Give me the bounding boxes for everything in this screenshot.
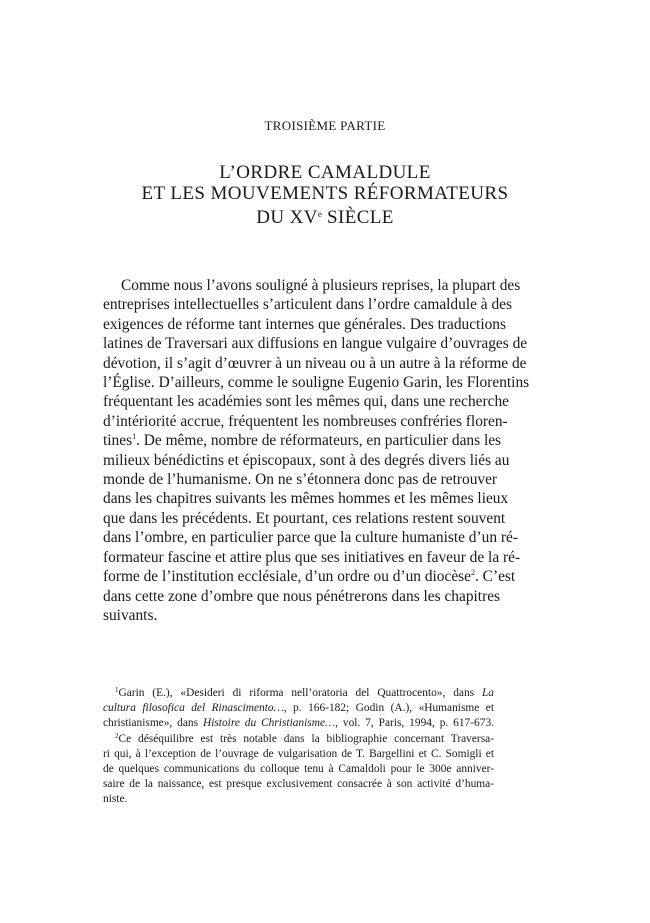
body-line: exigences de réforme tant internes que générales. Des traductions <box>103 315 506 333</box>
chapter-title-line-2: ET LES MOUVEMENTS RÉFORMATEURS <box>141 183 509 204</box>
title-century: DU XV <box>256 207 318 228</box>
body-line: l’Église. D’ailleurs, comme le souligne Eugenio Garin, les Florentins <box>103 374 530 392</box>
footnote-text: , vol. 7, Paris, 1994, p. 617-673. <box>335 717 494 730</box>
body-line: dans cette zone d’ombre que nous pénétrerons dans les chapitres <box>103 587 501 605</box>
footnote-text: Ce déséquilibre est très notable dans la bibliographie concernant Traversa- <box>118 732 494 745</box>
body-line: formateur fascine et attire plus que ses initiatives en faveur de la ré- <box>103 548 521 566</box>
body-line: dans l’ombre, en particulier parce que la culture humaniste d’un ré- <box>103 529 518 547</box>
body-line: que dans les précédents. Et pourtant, ces relations restent souvent <box>103 509 506 527</box>
body-line <box>103 431 502 450</box>
footnote-text: Garin (E.), «Desideri di riforma nell’oratoria del Quattrocento», dans <box>118 687 482 699</box>
title-century-superscript: e <box>317 209 322 219</box>
footnote-title-italic: cultura filosofica del Rinascimento… <box>103 702 284 715</box>
body-line: dans les chapitres suivants les mêmes hommes et les mêmes lieux <box>103 490 509 508</box>
body-line: Comme nous l’avons souligné à plusieurs reprises, la plupart des <box>121 277 521 294</box>
body-text: tines <box>103 432 133 450</box>
footnote-2-line: niste. <box>103 793 128 806</box>
body-paragraph <box>103 276 530 625</box>
footnote-1-number: 1 <box>115 686 119 694</box>
body-line: suivants. <box>103 606 158 624</box>
footnote-text: christianisme», dans <box>103 717 203 730</box>
footnote-2-line <box>103 732 494 747</box>
body-line: dévotion, il s’agit d’œuvrer à un niveau ou à un autre à la réforme de <box>103 354 527 372</box>
footnote-2-line: ri qui, à l’exception de l’ouvrage de vulgarisation de T. Bargellini et C. Somigli et <box>103 747 494 760</box>
footnote-2-number: 2 <box>115 731 119 740</box>
chapter-title <box>0 162 650 228</box>
footnote-2-line: saire de la naissance, est presque exclusivement consacrée à son activité d’huma- <box>103 778 494 791</box>
body-text: . C’est <box>474 568 516 586</box>
body-line: entreprises intellectuelles s’articulent dans l’ordre camaldule à des <box>103 296 512 314</box>
footnote-text: , p. 166-182; Godin (A.), «Humanisme et <box>283 702 494 715</box>
body-line: d’intériorité accrue, fréquentent les nombreuses confréries floren- <box>103 412 508 430</box>
body-line: latines de Traversari aux diffusions en langue vulgaire d’ouvrages de <box>103 335 528 353</box>
title-siecle: SIÈCLE <box>321 207 394 228</box>
body-line: fréquentant les académies sont les mêmes qui, dans une recherche <box>103 393 509 411</box>
chapter-title-line-3 <box>0 204 650 228</box>
footnote-ref-1[interactable]: 1 <box>132 432 137 442</box>
footnote-title-italic: Histoire du Christianisme… <box>202 717 336 730</box>
footnote-1-line <box>103 716 494 731</box>
footnote-2-line: de quelques communications du colloque tenu à Camaldoli pour le 300e anniver- <box>103 763 494 776</box>
body-line: milieux bénédictins et épiscopaux, sont à des degrés divers liés au <box>103 451 510 469</box>
footnote-ref-2[interactable]: 2 <box>470 568 475 578</box>
part-heading: TROISIÈME PARTIE <box>264 118 386 133</box>
body-line <box>103 567 516 586</box>
body-line: monde de l’humanisme. On ne s’étonnera donc pas de retrouver <box>103 471 498 489</box>
body-text: . De même, nombre de réformateurs, en particulier dans les <box>136 432 502 450</box>
footnote-1-line <box>103 701 494 716</box>
footnotes <box>103 686 494 808</box>
footnote-title-italic: La <box>481 687 494 699</box>
chapter-title-line-1: L’ORDRE CAMALDULE <box>219 162 431 183</box>
footnote-1-line <box>103 686 494 701</box>
body-text: forme de l’institution ecclésiale, d’un ordre ou d’un diocèse <box>103 568 471 586</box>
